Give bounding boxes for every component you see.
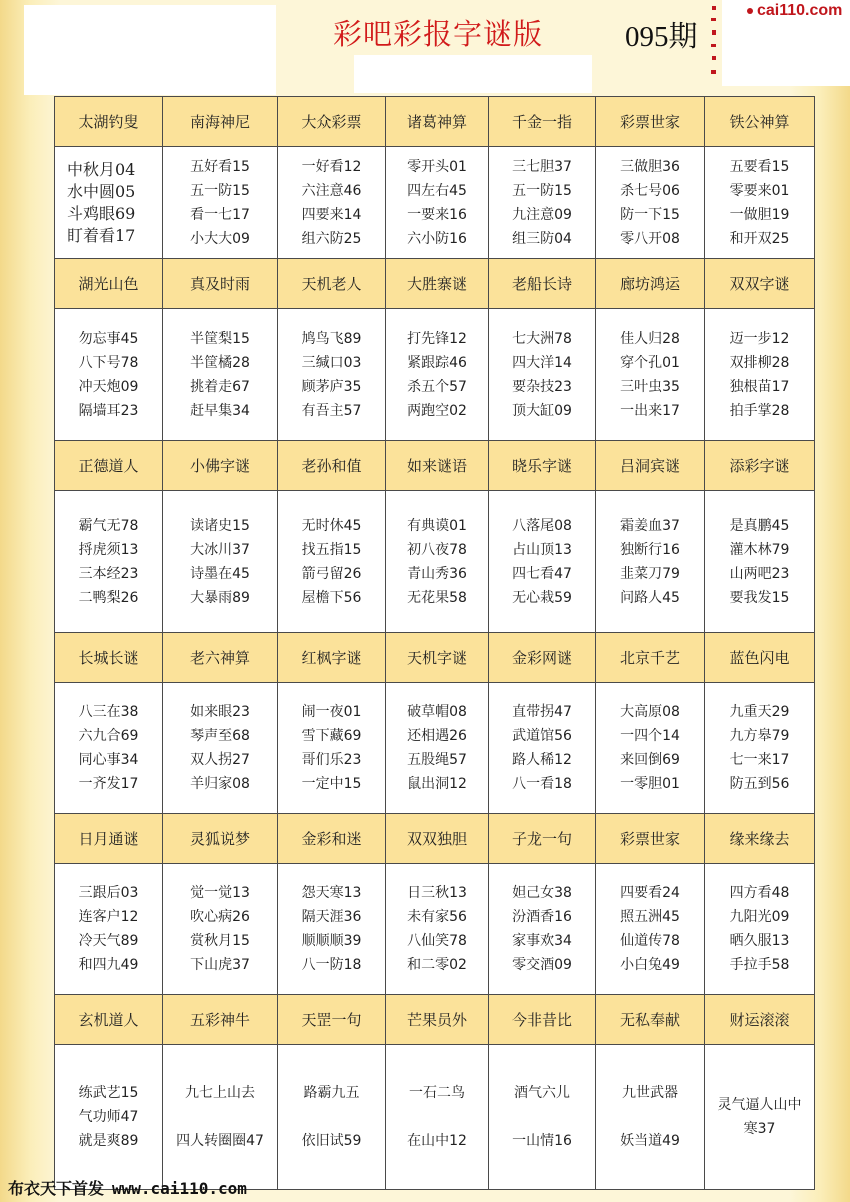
clue-line: 组三防04 <box>512 230 572 247</box>
clue-line: 冲天炮09 <box>78 378 139 395</box>
clue-line: 九阳光09 <box>729 909 790 925</box>
clue-line: 八一防18 <box>301 957 362 973</box>
clue-line: 无时休45 <box>301 517 362 534</box>
clue-line: 哥们乐23 <box>301 752 362 768</box>
clue-line: 一石二鸟 <box>409 1085 465 1101</box>
clue-cell <box>386 683 489 814</box>
clue-row <box>55 864 815 995</box>
clue-line: 五一防15 <box>190 182 250 199</box>
clue-line: 武道馆56 <box>512 728 572 744</box>
clue-line: 直带拐47 <box>512 704 572 720</box>
clue-line: 九方皋79 <box>729 728 790 744</box>
clue-cell <box>278 864 386 995</box>
column-source-title: 天罡一句 <box>278 995 386 1045</box>
clue-row <box>55 491 815 633</box>
site-name: cai110.com <box>757 2 843 19</box>
clue-cell <box>489 491 596 633</box>
clue-line: 酒气六儿 <box>514 1085 570 1101</box>
column-source-title: 老船长诗 <box>489 259 596 309</box>
clue-line: 盯着看17 <box>67 225 136 245</box>
clue-row <box>55 683 815 814</box>
clue-line: 和二零02 <box>407 957 467 973</box>
clue-line: 问路人45 <box>620 589 680 606</box>
clue-line: 破草帽08 <box>407 704 467 720</box>
clue-line: 三做胆36 <box>620 158 680 175</box>
clue-cell <box>278 309 386 441</box>
clue-line: 看一七17 <box>190 206 250 223</box>
column-source-title: 正德道人 <box>55 441 163 491</box>
clue-line: 下山虎37 <box>190 957 250 973</box>
footer-url: www.cai110.com <box>112 1179 247 1198</box>
column-source-title: 南海神尼 <box>163 97 278 147</box>
clue-line: 日三秋13 <box>407 885 467 901</box>
clue-cell <box>163 147 278 259</box>
clue-line: 小大大09 <box>190 230 250 247</box>
header-row <box>55 259 815 309</box>
clue-line: 诗墨在45 <box>190 565 250 582</box>
clue-line: 要杂技23 <box>512 378 572 395</box>
clue-line <box>386 1105 488 1129</box>
clue-line: 练武艺15 <box>78 1085 139 1101</box>
clue-line: 九注意09 <box>512 206 572 223</box>
clue-line: 拍手掌28 <box>729 402 790 419</box>
clue-line: 连客户12 <box>78 909 139 925</box>
clue-line: 四左右45 <box>407 182 467 199</box>
clue-cell <box>278 147 386 259</box>
clue-line: 挑着走67 <box>190 378 250 395</box>
column-source-title: 五彩神牛 <box>163 995 278 1045</box>
column-source-title: 无私奉献 <box>596 995 705 1045</box>
clue-cell <box>596 683 705 814</box>
clue-line: 水中圆05 <box>67 181 136 201</box>
clue-line: 打先锋12 <box>407 330 467 347</box>
clue-line: 晒久服13 <box>729 933 790 949</box>
clue-line: 赶早集34 <box>190 402 250 419</box>
clue-line: 和四九49 <box>78 957 139 973</box>
clue-line: 杀七号06 <box>620 182 680 199</box>
page-title: 彩吧彩报字谜版 <box>333 17 544 51</box>
column-source-title: 长城长谜 <box>55 633 163 683</box>
clue-line: 大高原08 <box>620 704 680 720</box>
clue-line: 一做胆19 <box>729 206 790 223</box>
column-source-title: 老孙和值 <box>278 441 386 491</box>
clue-line: 顾茅庐35 <box>301 378 362 395</box>
column-source-title: 千金一指 <box>489 97 596 147</box>
clue-line: 八仙笑78 <box>407 933 467 949</box>
clue-line: 琴声至68 <box>190 728 250 744</box>
header-row <box>55 814 815 864</box>
clue-line: 读诸史15 <box>190 517 250 534</box>
clue-row <box>55 309 815 441</box>
clue-line: 照五洲45 <box>620 909 680 925</box>
clue-line: 防一下15 <box>620 206 680 223</box>
clue-line: 是真鹏45 <box>729 517 790 534</box>
clue-cell <box>489 864 596 995</box>
clue-cell <box>705 864 815 995</box>
clue-line: 七大洲78 <box>512 330 572 347</box>
column-source-title: 日月通谜 <box>55 814 163 864</box>
clue-line: 灌木林79 <box>729 541 790 558</box>
column-source-title: 老六神算 <box>163 633 278 683</box>
clue-line: 三七胆37 <box>512 158 572 175</box>
column-source-title: 添彩字谜 <box>705 441 815 491</box>
clue-cell <box>163 683 278 814</box>
clue-line: 四要来14 <box>301 206 362 223</box>
column-source-title: 诸葛神算 <box>386 97 489 147</box>
clue-line: 零要来01 <box>729 182 790 199</box>
clue-line: 气功师47 <box>78 1109 139 1125</box>
clue-line: 八落尾08 <box>512 517 572 534</box>
header-row <box>55 633 815 683</box>
clue-line: 杀五个57 <box>407 378 467 395</box>
column-source-title: 太湖钓叟 <box>55 97 163 147</box>
clue-cell <box>705 491 815 633</box>
clue-cell <box>386 309 489 441</box>
clue-cell <box>55 1045 163 1190</box>
clue-line: 鸠鸟飞89 <box>301 330 362 347</box>
clue-line: 隔天涯36 <box>301 909 362 925</box>
clue-line: 八一看18 <box>512 776 572 792</box>
clue-cell <box>705 1045 815 1190</box>
column-source-title: 铁公神算 <box>705 97 815 147</box>
clue-line: 一定中15 <box>301 776 362 792</box>
clue-line: 八下号78 <box>78 354 139 371</box>
blank-panel-center <box>354 55 592 93</box>
column-source-title: 天机老人 <box>278 259 386 309</box>
clue-cell <box>596 147 705 259</box>
clue-line: 佳人归28 <box>620 330 680 347</box>
clue-line: 汾酒香16 <box>512 909 572 925</box>
site-watermark <box>747 2 842 20</box>
clue-cell <box>55 309 163 441</box>
clue-line: 五一防15 <box>512 182 572 199</box>
clue-line: 怨天寒13 <box>301 885 362 901</box>
column-source-title: 大众彩票 <box>278 97 386 147</box>
clue-line: 灵气逼人山中 <box>717 1097 802 1113</box>
clue-line: 无心栽59 <box>512 589 572 606</box>
clue-line: 赏秋月15 <box>190 933 250 949</box>
clue-line: 小白兔49 <box>620 957 680 973</box>
clue-line: 二鸭梨26 <box>78 589 139 606</box>
column-source-title: 缘来缘去 <box>705 814 815 864</box>
clue-line: 觉一觉13 <box>190 885 250 901</box>
clue-line: 穿个孔01 <box>620 354 680 371</box>
clue-line: 三叶虫35 <box>620 378 680 395</box>
clue-line: 一齐发17 <box>78 776 139 792</box>
column-source-title: 蓝色闪电 <box>705 633 815 683</box>
clue-line: 未有家56 <box>407 909 467 925</box>
column-source-title: 北京千艺 <box>596 633 705 683</box>
clue-line: 妖当道49 <box>620 1133 680 1149</box>
clue-line: 一山情16 <box>512 1133 572 1149</box>
clue-line: 一四个14 <box>620 728 680 744</box>
clue-line: 有吾主57 <box>301 402 362 419</box>
clue-line: 双排柳28 <box>729 354 790 371</box>
clue-line: 青山秀36 <box>407 565 467 582</box>
clue-line: 如来眼23 <box>190 704 250 720</box>
column-source-title: 今非昔比 <box>489 995 596 1045</box>
clue-cell <box>489 1045 596 1190</box>
clue-line: 中秋月04 <box>67 159 136 179</box>
clue-line: 零开头01 <box>407 158 467 175</box>
clue-cell <box>386 864 489 995</box>
clue-line: 在山中12 <box>407 1133 467 1149</box>
column-source-title: 红枫字谜 <box>278 633 386 683</box>
column-source-title: 芒果员外 <box>386 995 489 1045</box>
clue-line: 一好看12 <box>301 158 362 175</box>
clue-line: 六注意46 <box>301 182 362 199</box>
clue-line: 来回倒69 <box>620 752 680 768</box>
column-source-title: 大胜寨谜 <box>386 259 489 309</box>
clue-cell <box>386 1045 489 1190</box>
clue-line: 妲己女38 <box>512 885 572 901</box>
clue-line: 和开双25 <box>729 230 790 247</box>
clue-line: 占山顶13 <box>512 541 572 558</box>
clue-line: 独根苗17 <box>729 378 790 395</box>
clue-line: 大冰川37 <box>190 541 250 558</box>
footer <box>8 1176 247 1199</box>
clue-line <box>163 1105 277 1129</box>
clue-line: 要我发15 <box>729 589 790 606</box>
clue-cell <box>163 491 278 633</box>
header-bar <box>0 0 850 96</box>
clue-line: 斗鸡眼69 <box>67 203 136 223</box>
clue-line: 霜姜血37 <box>620 517 680 534</box>
clue-line: 三跟后03 <box>78 885 139 901</box>
clue-line: 鼠出洞12 <box>407 776 467 792</box>
clue-line: 七一来17 <box>729 752 790 768</box>
clue-line: 五要看15 <box>729 158 790 175</box>
clue-line: 山两吧23 <box>729 565 790 582</box>
clue-cell <box>596 309 705 441</box>
clue-line: 仙道传78 <box>620 933 680 949</box>
footer-slogan: 布衣天下首发 <box>8 1179 105 1198</box>
column-source-title: 财运滚滚 <box>705 995 815 1045</box>
clue-line: 初八夜78 <box>407 541 467 558</box>
clue-line: 无花果58 <box>407 589 467 606</box>
clue-line: 四大洋14 <box>512 354 572 371</box>
clue-line: 四人转圈圈47 <box>176 1133 264 1149</box>
clue-cell <box>705 683 815 814</box>
column-source-title: 小佛字谜 <box>163 441 278 491</box>
clue-cell <box>596 864 705 995</box>
clue-line: 箭弓留26 <box>301 565 362 582</box>
clue-cell <box>705 309 815 441</box>
column-source-title: 彩票世家 <box>596 97 705 147</box>
clue-cell <box>489 147 596 259</box>
clue-line: 勿忘事45 <box>78 330 139 347</box>
clue-line: 两跑空02 <box>407 402 467 419</box>
clue-line: 韭菜刀79 <box>620 565 680 582</box>
clue-line: 六小防16 <box>407 230 467 247</box>
puzzle-table <box>54 96 815 1190</box>
clue-line: 组六防25 <box>301 230 362 247</box>
clue-cell <box>55 147 163 259</box>
clue-line: 双人拐27 <box>190 752 250 768</box>
clue-line: 寒37 <box>743 1121 776 1137</box>
clue-line: 雪下藏69 <box>301 728 362 744</box>
column-source-title: 彩票世家 <box>596 814 705 864</box>
clue-cell <box>596 1045 705 1190</box>
clue-row <box>55 147 815 259</box>
clue-cell <box>489 309 596 441</box>
clue-cell <box>596 491 705 633</box>
clue-line: 还相遇26 <box>407 728 467 744</box>
clue-line: 羊归家08 <box>190 776 250 792</box>
clue-line: 路霸九五 <box>303 1085 360 1101</box>
clue-cell <box>386 491 489 633</box>
clue-cell <box>278 1045 386 1190</box>
header-row <box>55 441 815 491</box>
column-source-title: 吕洞宾谜 <box>596 441 705 491</box>
column-source-title: 子龙一句 <box>489 814 596 864</box>
clue-line: 四要看24 <box>620 885 680 901</box>
clue-line: 三本经23 <box>78 565 139 582</box>
clue-line: 五好看15 <box>190 158 250 175</box>
column-source-title: 天机字谜 <box>386 633 489 683</box>
column-source-title: 真及时雨 <box>163 259 278 309</box>
clue-line: 顺顺顺39 <box>301 933 362 949</box>
clue-line: 独断行16 <box>620 541 680 558</box>
clue-line: 五股绳57 <box>407 752 467 768</box>
clue-cell <box>386 147 489 259</box>
clue-line: 路人稀12 <box>512 752 572 768</box>
clue-line: 零八开08 <box>620 230 680 247</box>
clue-line: 半筐梨15 <box>190 330 250 347</box>
clue-cell <box>163 309 278 441</box>
clue-cell <box>55 864 163 995</box>
clue-line: 四方看48 <box>729 885 790 901</box>
header-row <box>55 995 815 1045</box>
clue-line: 霸气无78 <box>78 517 139 534</box>
clue-line <box>596 1105 704 1129</box>
clue-line: 三缄口03 <box>301 354 362 371</box>
clue-line: 八三在38 <box>78 704 139 720</box>
clue-line: 六九合69 <box>78 728 139 744</box>
clue-line: 半筐橘28 <box>190 354 250 371</box>
clue-line <box>278 1105 385 1129</box>
column-source-title: 晓乐字谜 <box>489 441 596 491</box>
column-source-title: 灵狐说梦 <box>163 814 278 864</box>
clue-line: 捋虎须13 <box>78 541 139 558</box>
blank-panel-left <box>24 5 276 95</box>
column-source-title: 金彩和迷 <box>278 814 386 864</box>
clue-cell <box>278 683 386 814</box>
clue-line: 防五到56 <box>729 776 790 792</box>
clue-line: 一零胆01 <box>620 776 680 792</box>
clue-line: 找五指15 <box>301 541 362 558</box>
clue-line: 四七看47 <box>512 565 572 582</box>
column-source-title: 湖光山色 <box>55 259 163 309</box>
column-source-title: 双双字谜 <box>705 259 815 309</box>
clue-line: 就是爽89 <box>78 1133 139 1149</box>
issue-number: 095期 <box>625 21 698 53</box>
clue-cell <box>55 683 163 814</box>
column-source-title: 双双独胆 <box>386 814 489 864</box>
clue-line: 有典谟01 <box>407 517 467 534</box>
clue-line: 零交酒09 <box>512 957 572 973</box>
clue-cell <box>278 491 386 633</box>
clue-line: 屋檐下56 <box>301 589 362 606</box>
column-source-title: 玄机道人 <box>55 995 163 1045</box>
clue-line: 迈一步12 <box>729 330 790 347</box>
clue-cell <box>163 864 278 995</box>
clue-line: 九世武器 <box>622 1085 678 1101</box>
clue-cell <box>55 491 163 633</box>
clue-cell <box>705 147 815 259</box>
column-source-title: 金彩网谜 <box>489 633 596 683</box>
clue-row <box>55 1045 815 1190</box>
clue-line: 吹心病26 <box>190 909 250 925</box>
clue-cell <box>489 683 596 814</box>
clue-cell <box>163 1045 278 1190</box>
clue-line: 闹一夜01 <box>301 704 362 720</box>
clue-line: 隔墙耳23 <box>78 402 139 419</box>
clue-line: 紧跟踪46 <box>407 354 467 371</box>
clue-line: 手拉手58 <box>729 957 790 973</box>
column-source-title: 廊坊鸿运 <box>596 259 705 309</box>
clue-line: 顶大缸09 <box>512 402 572 419</box>
logo-dot-icon <box>747 8 753 14</box>
clue-line: 同心事34 <box>78 752 139 768</box>
clue-line: 九七上山去 <box>185 1085 255 1101</box>
column-source-title: 如来谜语 <box>386 441 489 491</box>
seal-stamp-icon <box>710 4 718 82</box>
clue-line: 家事欢34 <box>512 933 572 949</box>
clue-line: 大暴雨89 <box>190 589 250 606</box>
clue-line: 九重天29 <box>729 704 790 720</box>
header-row <box>55 97 815 147</box>
clue-line: 冷天气89 <box>78 933 139 949</box>
clue-line: 一要来16 <box>407 206 467 223</box>
clue-line: 一出来17 <box>620 402 680 419</box>
clue-line <box>489 1105 595 1129</box>
clue-line: 依旧试59 <box>301 1133 362 1149</box>
